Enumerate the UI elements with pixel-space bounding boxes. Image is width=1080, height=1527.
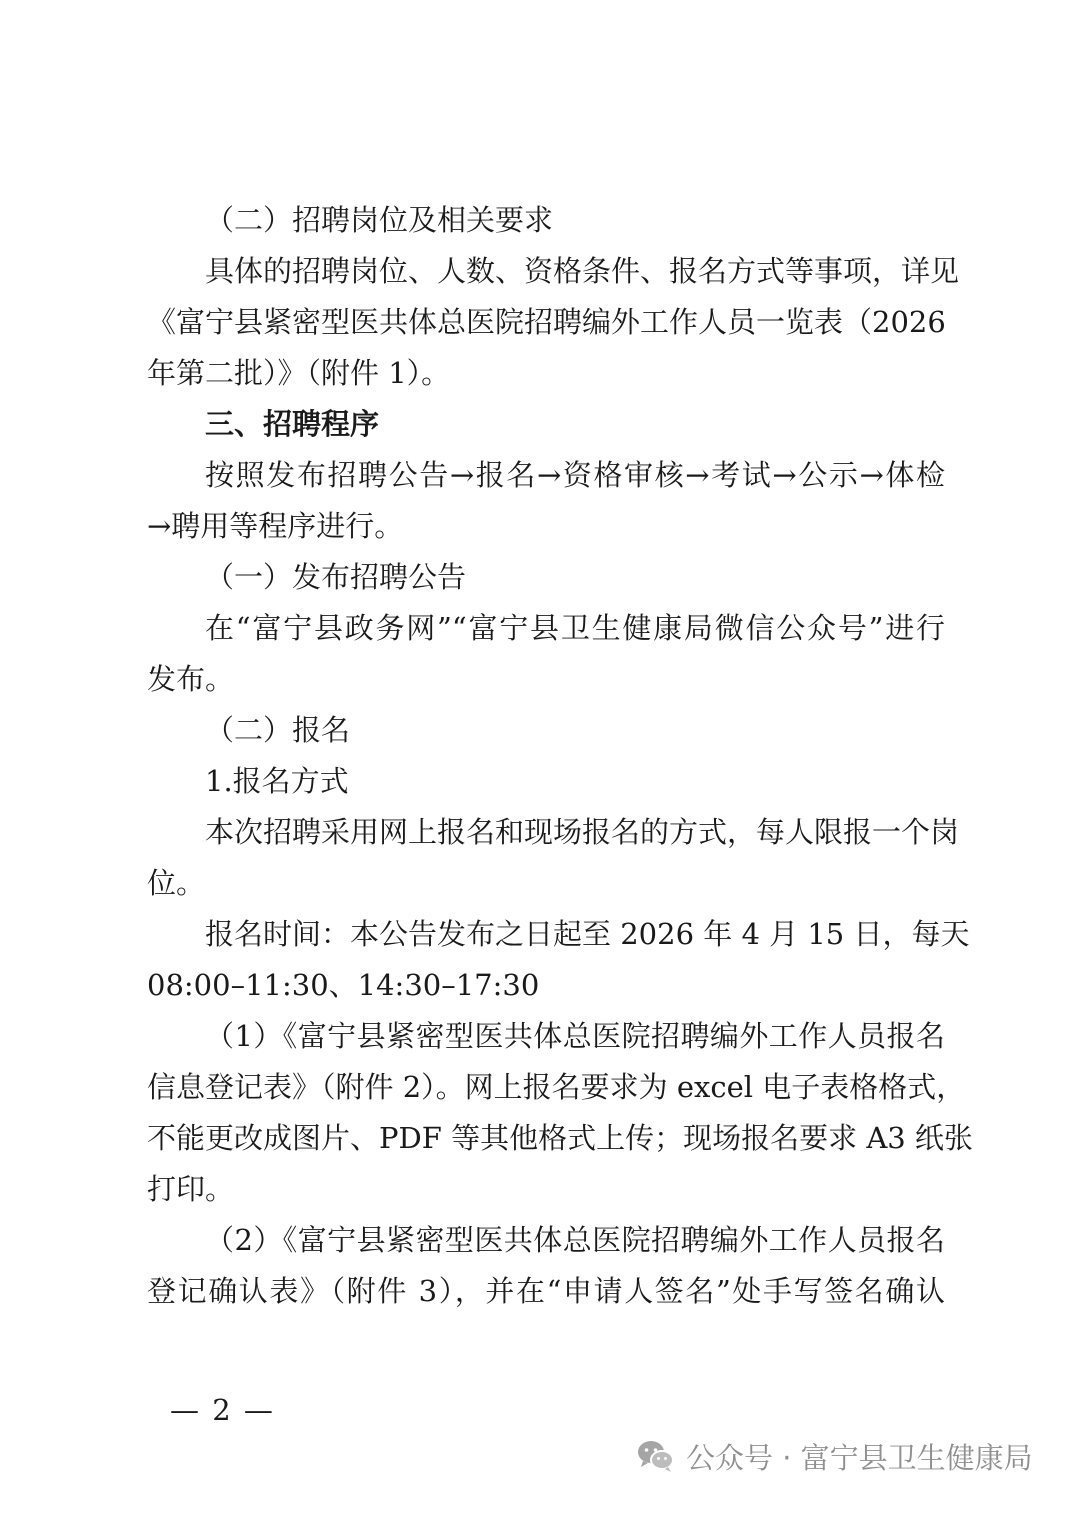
paragraph-line: 信息登记表》（附件 2）。网上报名要求为 excel 电子表格格式，	[147, 1070, 966, 1104]
wechat-watermark	[636, 1428, 1033, 1484]
item-heading-registration-method: 1.报名方式	[205, 764, 349, 798]
wechat-icon	[636, 1436, 676, 1476]
paragraph-line: （2）《富宁县紧密型医共体总医院招聘编外工作人员报名	[205, 1223, 945, 1257]
subsection-heading-registration: （二）报名	[205, 713, 351, 747]
paragraph-line: 打印。	[147, 1172, 235, 1206]
paragraph-line: 在“富宁县政务网”“富宁县卫生健康局微信公众号”进行	[205, 611, 945, 645]
page-number: — 2 —	[170, 1393, 275, 1427]
paragraph-line: 不能更改成图片、PDF 等其他格式上传；现场报名要求 A3 纸张	[147, 1121, 973, 1155]
subsection-heading-announcement: （一）发布招聘公告	[205, 560, 467, 594]
paragraph-line: →聘用等程序进行。	[147, 509, 404, 543]
paragraph-line: 发布。	[147, 662, 235, 696]
paragraph-line: 本次招聘采用网上报名和现场报名的方式，每人限报一个岗	[205, 815, 960, 849]
paragraph-line: 报名时间：本公告发布之日起至 2026 年 4 月 15 日，每天	[205, 917, 970, 951]
paragraph-line: 《富宁县紧密型医共体总医院招聘编外工作人员一览表（2026	[147, 305, 946, 339]
section-heading-procedure: 三、招聘程序	[205, 407, 380, 441]
paragraph-line: 具体的招聘岗位、人数、资格条件、报名方式等事项，详见	[205, 254, 960, 288]
watermark-text: 公众号 · 富宁县卫生健康局	[686, 1440, 1033, 1475]
paragraph-line: 年第二批）》（附件 1）。	[147, 356, 451, 390]
paragraph-line: （1）《富宁县紧密型医共体总医院招聘编外工作人员报名	[205, 1019, 945, 1053]
paragraph-line: 登记确认表》（附件 3），并在“申请人签名”处手写签名确认	[147, 1274, 945, 1308]
paragraph-line: 按照发布招聘公告→报名→资格审核→考试→公示→体检	[205, 458, 945, 492]
subsection-heading-positions: （二）招聘岗位及相关要求	[205, 203, 554, 237]
paragraph-line: 08:00–11:30、14:30–17:30	[147, 968, 540, 1002]
paragraph-line: 位。	[147, 866, 206, 900]
